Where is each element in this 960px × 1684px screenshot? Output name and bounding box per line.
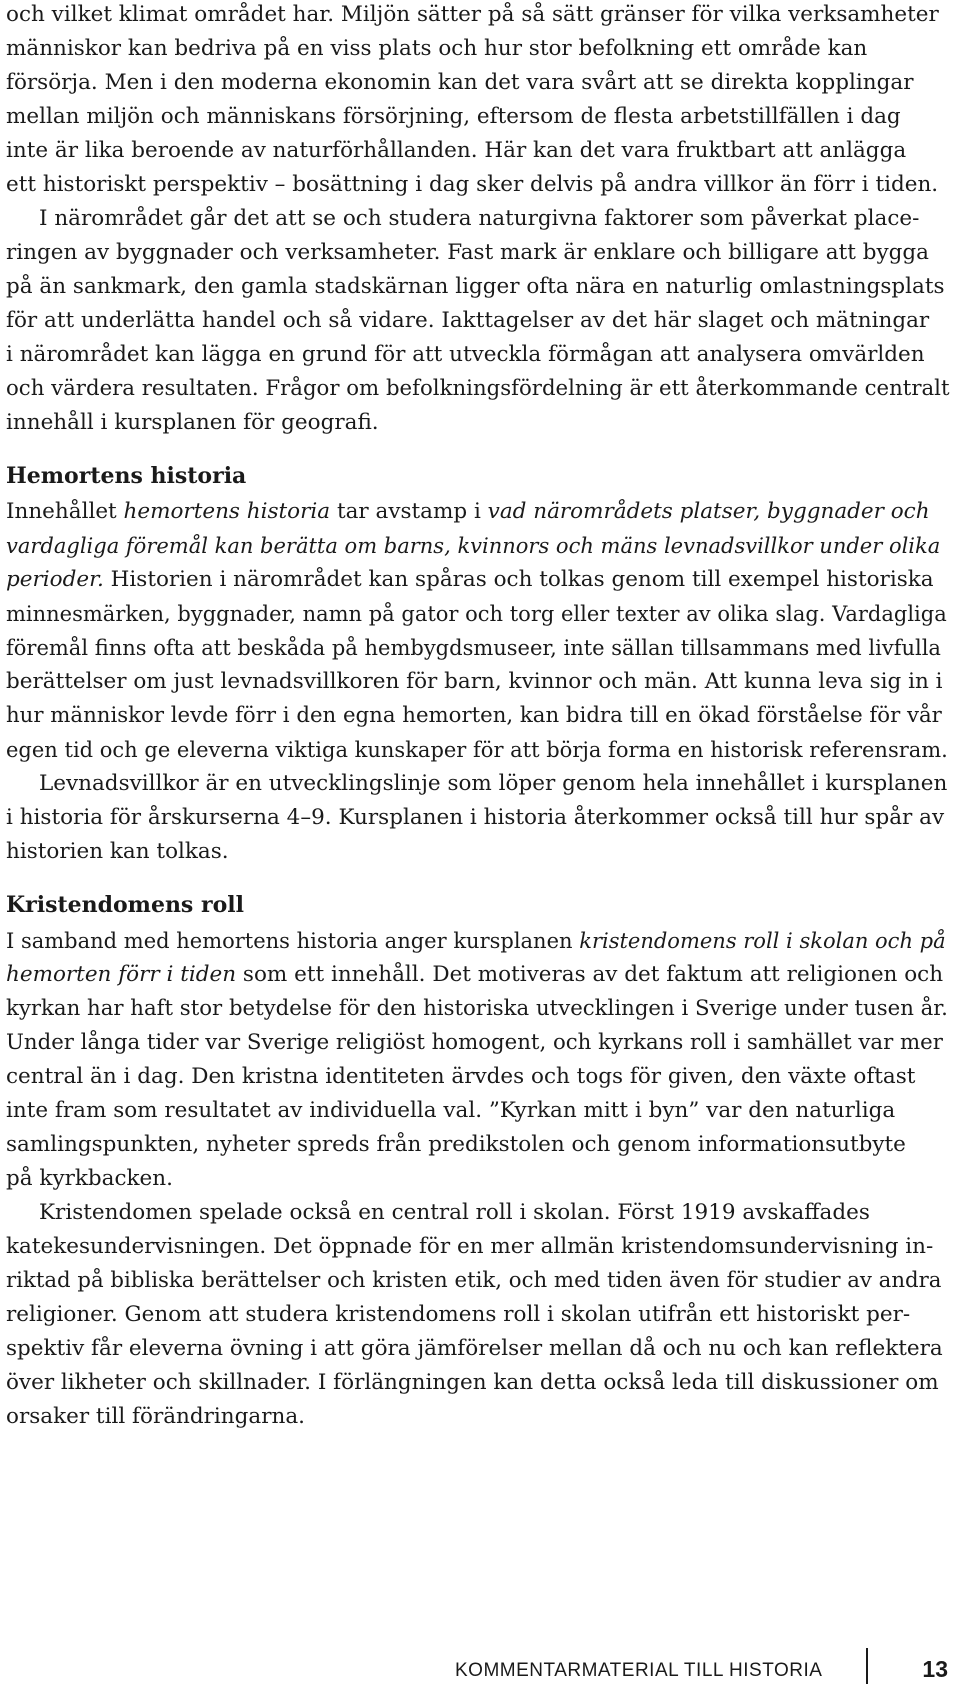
- hometown-p2-line-3: historien kan tolkas.: [6, 839, 229, 864]
- hometown-p1-line-2: vardagliga föremål kan berätta om barns, kvinnors och mäns levnadsvillkor under olika: [6, 534, 941, 558]
- near-line-4: för att underlätta handel och så vidare. Iakttagelser av det här slaget och mätningar: [6, 308, 930, 333]
- christianity-p2-line-7: orsaker till förändringarna.: [6, 1404, 306, 1429]
- christianity-p2-line-4: religioner. Genom att studera kristendomens roll i skolan utifrån ett historiskt per-: [6, 1302, 911, 1327]
- running-footer-label: KOMMENTARMATERIAL TILL HISTORIA: [455, 1660, 823, 1681]
- near-line-6: och värdera resultaten. Frågor om befolkningsfördelning är ett återkommande centralt: [6, 376, 950, 401]
- near-line-2: ringen av byggnader och verksamheter. Fast mark är enklare och billigare att bygga: [6, 240, 929, 265]
- christianity-p1-line-1: I samband med hemortens historia anger kursplanen kristendomens roll i skolan och på: [6, 929, 946, 953]
- hometown-p1-line-3: perioder. Historien i närområdet kan spåras och tolkas genom till exempel historiska: [6, 567, 934, 592]
- christianity-p2-line-3: riktad på bibliska berättelser och kristen etik, och med tiden även för studier av andra: [6, 1268, 942, 1293]
- hometown-p1-line-6: berättelser om just levnadsvillkoren för barn, kvinnor och män. Att kunna leva sig in i: [6, 669, 943, 694]
- christianity-p1-line-6: inte fram som resultatet av individuella val. ”Kyrkan mitt i byn” var den naturliga: [6, 1098, 896, 1123]
- intro-line-1: och vilket klimat området har. Miljön sätter på så sätt gränser för vilka verksamheter: [6, 2, 939, 27]
- intro-line-2: människor kan bedriva på en viss plats och hur stor befolkning ett område kan: [6, 36, 868, 61]
- christianity-p1-line-5: central än i dag. Den kristna identiteten ärvdes och togs för given, den växte oftast: [6, 1064, 916, 1089]
- near-line-5: i närområdet kan lägga en grund för att utveckla förmågan att analysera omvärlden: [6, 342, 925, 367]
- near-line-1: I närområdet går det att se och studera naturgivna faktorer som påverkat place-: [39, 206, 920, 231]
- intro-line-3: försörja. Men i den moderna ekonomin kan det vara svårt att se direkta kopplingar: [6, 70, 914, 95]
- hometown-p1-line-1: Innehållet hemortens historia tar avstamp i vad närområdets platser, byggnader och: [6, 499, 930, 524]
- christianity-p1-line-2: hemorten förr i tiden som ett innehåll. Det motiveras av det faktum att religionen och: [6, 962, 944, 987]
- hometown-p2-line-1: Levnadsvillkor är en utvecklingslinje som löper genom hela innehållet i kursplanen: [39, 771, 948, 796]
- near-line-7: innehåll i kursplanen för geografi.: [6, 410, 379, 435]
- hometown-p1-line-8: egen tid och ge eleverna viktiga kunskaper för att börja forma en historisk referensram.: [6, 738, 948, 762]
- hometown-p2-line-2: i historia för årskurserna 4–9. Kursplanen i historia återkommer också till hur spår av: [6, 805, 945, 830]
- intro-line-4: mellan miljön och människans försörjning, eftersom de flesta arbetstillfällen i dag: [6, 104, 901, 129]
- christianity-p2-line-1: Kristendomen spelade också en central roll i skolan. Först 1919 avskaffades: [39, 1200, 870, 1225]
- christianity-p2-line-5: spektiv får eleverna övning i att göra jämförelser mellan då och nu och kan reflektera: [6, 1336, 943, 1361]
- heading-hometown-history: Hemortens historia: [6, 463, 247, 489]
- heading-christianity-role: Kristendomens roll: [6, 892, 244, 918]
- page-number: 13: [922, 1656, 948, 1682]
- christianity-p1-line-3: kyrkan har haft stor betydelse för den historiska utvecklingen i Sverige under tusen år.: [6, 996, 948, 1021]
- christianity-p2-line-6: över likheter och skillnader. I förlängningen kan detta också leda till diskussioner om: [6, 1370, 939, 1395]
- intro-line-6: ett historiskt perspektiv – bosättning i dag sker delvis på andra villkor än förr i tiden.: [6, 172, 939, 197]
- christianity-p1-line-4: Under långa tider var Sverige religiöst homogent, och kyrkans roll i samhället var mer: [6, 1030, 943, 1055]
- christianity-p2-line-2: katekesundervisningen. Det öppnade för en mer allmän kristendomsundervisning in-: [6, 1234, 934, 1259]
- hometown-p1-line-4: minnesmärken, byggnader, namn på gator och torg eller texter av olika slag. Vardagliga: [6, 602, 947, 626]
- footer-divider: [866, 1648, 868, 1684]
- christianity-p1-line-8: på kyrkbacken.: [6, 1166, 173, 1191]
- hometown-p1-line-5: föremål finns ofta att beskåda på hembygdsmuseer, inte sällan tillsammans med livfulla: [6, 636, 941, 660]
- intro-line-5: inte är lika beroende av naturförhållanden. Här kan det vara fruktbart att anlägga: [6, 138, 907, 163]
- hometown-p1-line-7: hur människor levde förr i den egna hemorten, kan bidra till en ökad förståelse för vår: [6, 703, 942, 728]
- christianity-p1-line-7: samlingspunkten, nyheter spreds från predikstolen och genom informationsutbyte: [6, 1132, 906, 1157]
- near-line-3: på än sankmark, den gamla stadskärnan ligger ofta nära en naturlig omlastningsplats: [6, 274, 945, 299]
